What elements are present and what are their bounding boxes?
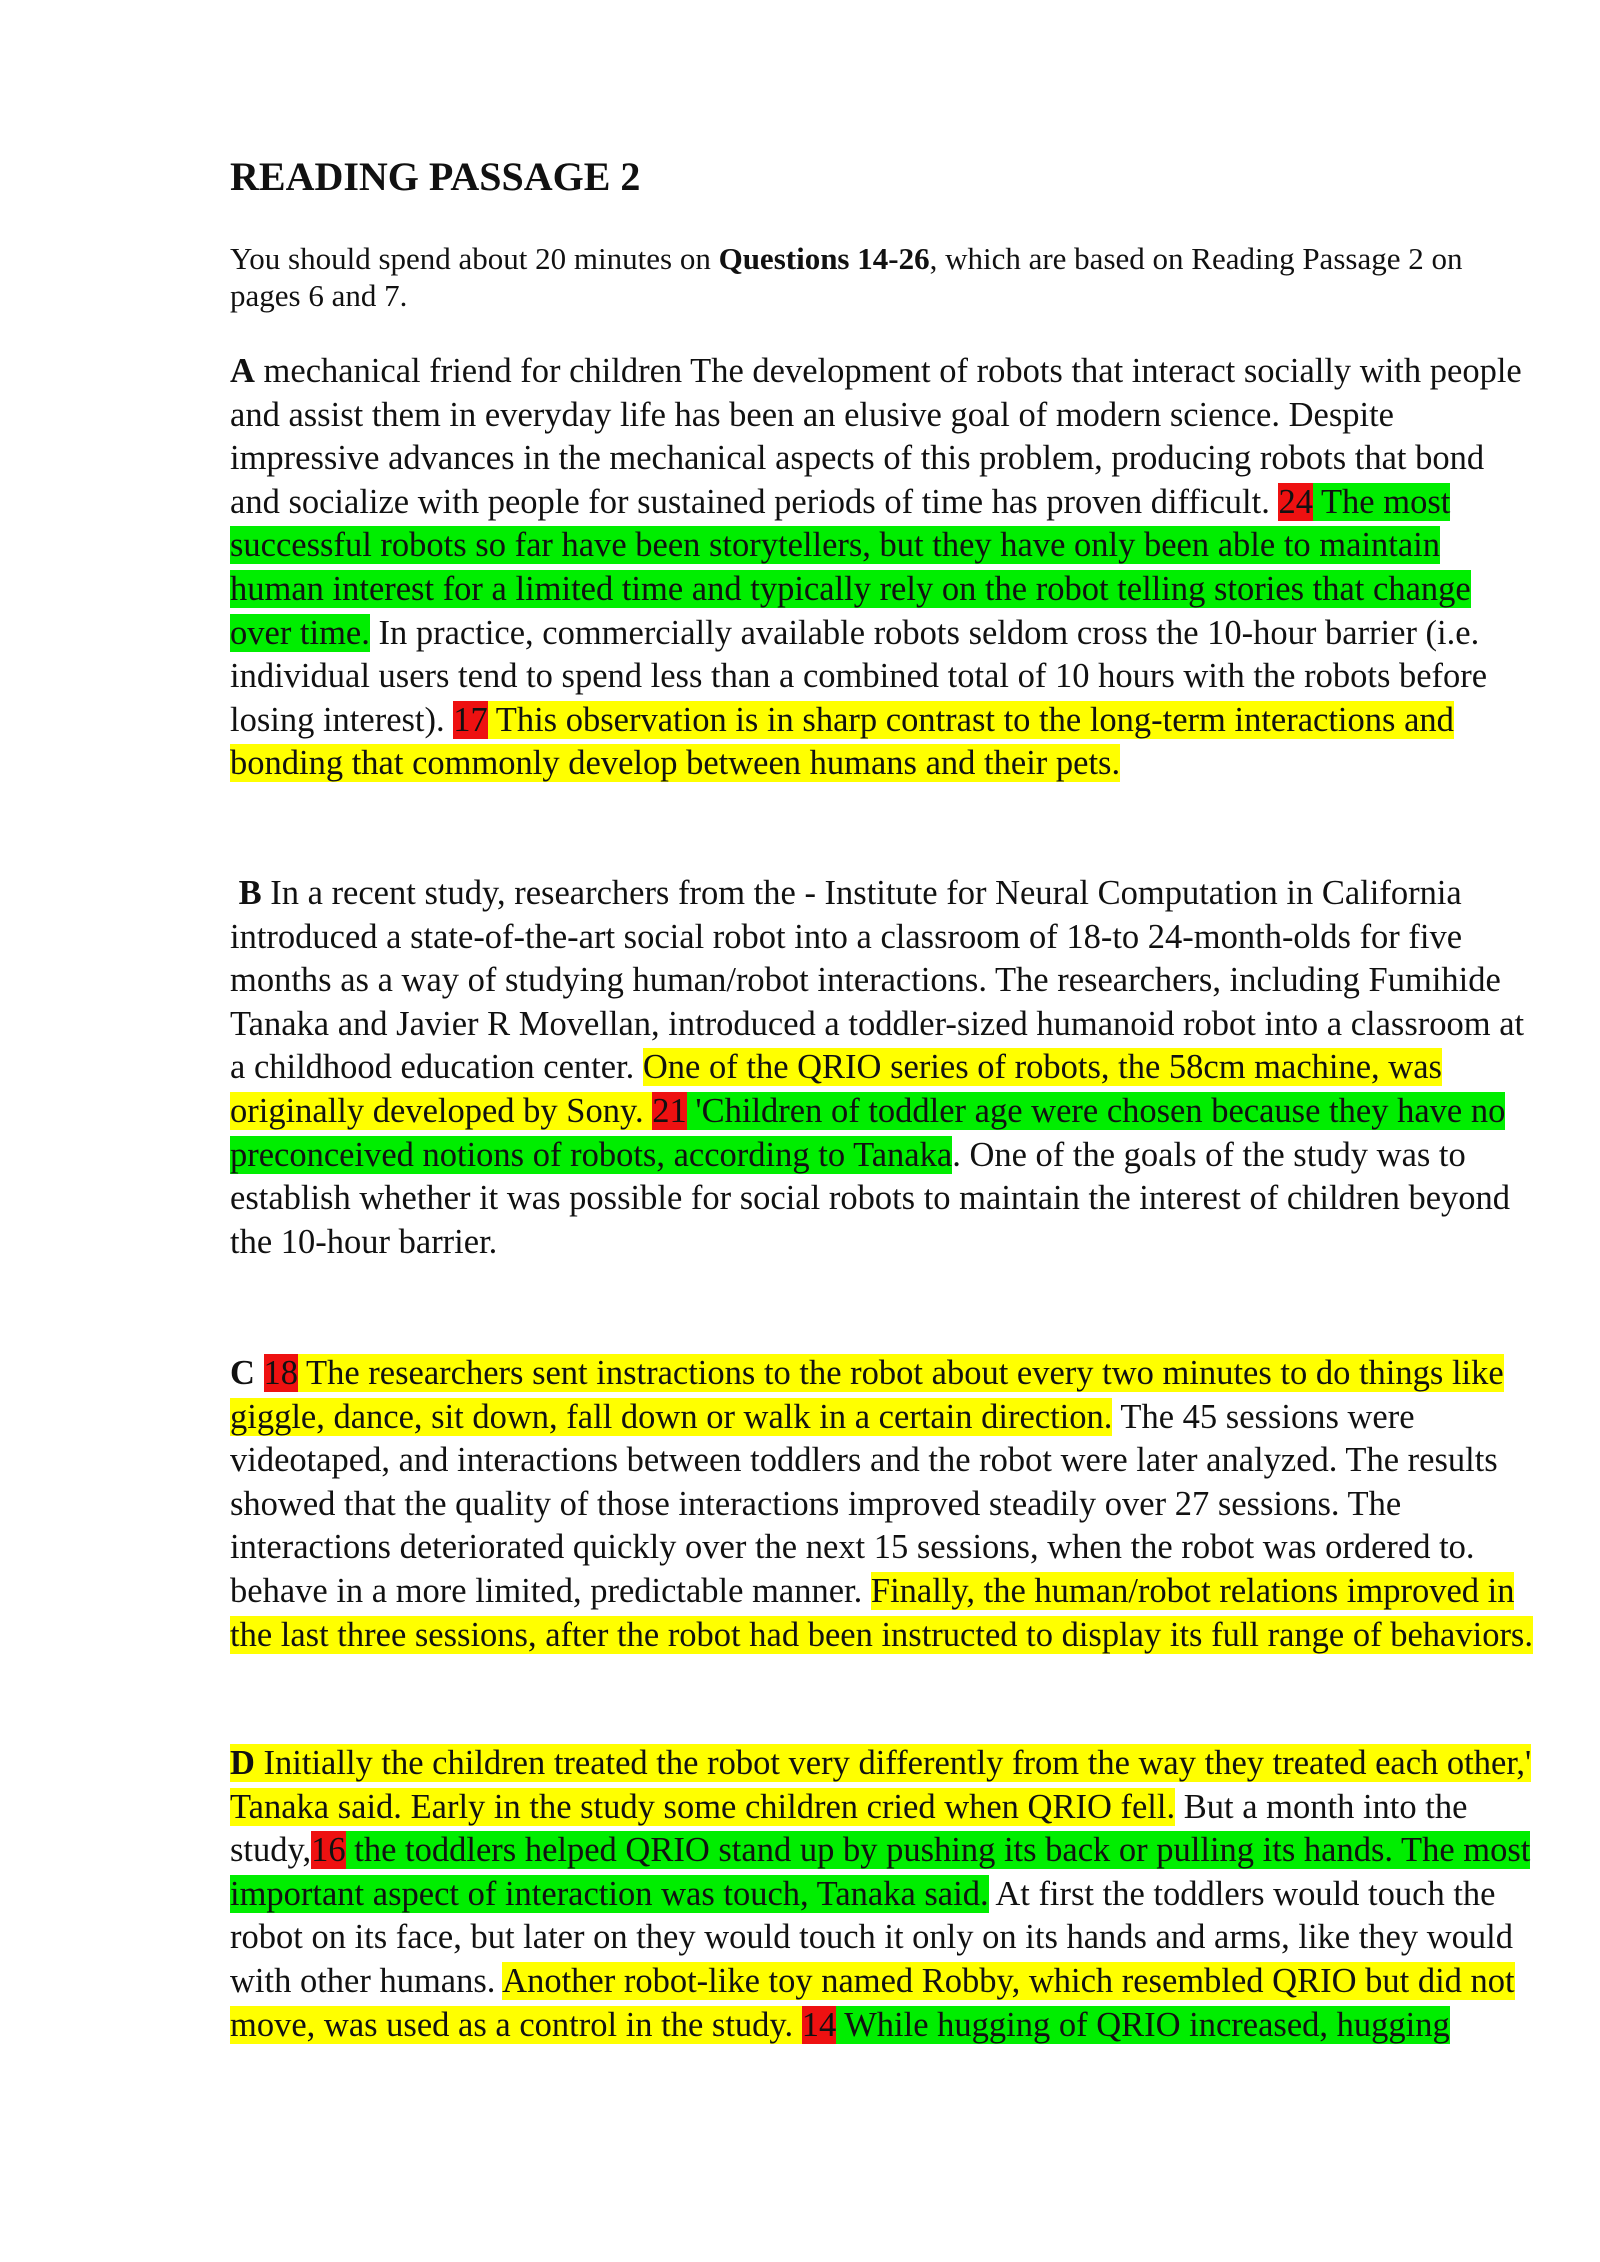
question-number-24: 24 — [1278, 482, 1313, 521]
question-number-21: 21 — [652, 1091, 687, 1130]
green-highlight: While hugging of QRIO increased, hugging — [836, 2005, 1450, 2044]
green-highlight: 'Children of toddler age were chosen because they have no preconceived notions of robots, according to Tanaka — [230, 1091, 1506, 1174]
paragraph-text: At first the toddlers would touch the robot on its face, but later on they would touch it only on its hands and arms, like they would with other humans. — [230, 1874, 1513, 2000]
instructions-text: You should spend about 20 minutes on — [230, 241, 719, 276]
paragraph-a — [230, 350, 1540, 786]
paragraph-b — [230, 872, 1540, 1264]
paragraph-letter: B — [238, 874, 262, 912]
question-number-14: 14 — [801, 2005, 837, 2044]
paragraph-c — [230, 1352, 1540, 1657]
question-number-16: 16 — [311, 1831, 346, 1870]
paragraph-text: The 45 sessions were videotaped, and interactions between toddlers and the robot were later analyzed. The results showed that the quality of those interactions improved steadily over 27 sessions. The interactions deteriorated quickly over the next 15 sessions, when the robot was ordered to. behave in a more limited, predictable manner. — [230, 1397, 1498, 1610]
question-number-17: 17 — [453, 700, 488, 739]
yellow-highlight: Another robot-like toy named Robby, which resembled QRIO but did not move, was used as a control in the study. — [230, 1961, 1515, 2044]
paragraph-letter: C — [230, 1354, 255, 1392]
instructions-text-end: , which are based on Reading Passage 2 on pages 6 and 7. — [230, 241, 1463, 313]
yellow-highlight: This observation is in sharp contrast to the long-term interactions and bonding that commonly develop between humans and their pets. — [230, 700, 1454, 783]
question-number-18: 18 — [263, 1354, 299, 1392]
highlight-text: Initially the children treated the robot very differently from the way they treated each other,' Tanaka said. — [230, 1744, 1532, 1826]
paragraph-text: mechanical friend for children The development of robots that interact socially with people and assist them in everyday life has been an elusive goal of modern science. Despite impressive advances in the mechanical aspects of this problem, producing robots that bond and socialize with people for sustained periods of time has proven difficult. — [230, 352, 1522, 521]
yellow-highlight: The researchers sent instractions to the robot about every two minutes to do things like giggle, dance, sit down, fall down or walk in a certain direction. — [230, 1354, 1504, 1436]
green-highlight: The most successful robots so far have been storytellers, but they have only been able to maintain human interest for a limited time and typically rely on the robot telling stories that change over time. — [230, 482, 1471, 652]
paragraph-text: In practice, commercially available robots seldom cross the 10-hour barrier (i.e. individual users tend to spend less than a combined total of 10 hours with the robots before losing interest). — [230, 613, 1488, 739]
instructions — [230, 240, 1530, 314]
paragraph-letter: A — [230, 352, 255, 390]
instructions-questions: Questions 14-26 — [718, 241, 930, 276]
paragraph-letter: D — [230, 1744, 255, 1782]
yellow-highlight: One of the QRIO series of robots, the 58cm machine, was originally developed by Sony. — [230, 1048, 1442, 1130]
paragraph-text: . One of the goals of the study was to establish whether it was possible for social robots to maintain the interest of children beyond the 10-hour barrier. — [230, 1135, 1511, 1261]
paragraph-text: But a month into the study, — [230, 1787, 1468, 1870]
paragraph-text: In a recent study, researchers from the - Institute for Neural Computation in California introduced a state-of-the-art social robot into a classroom of 18-to 24-month-olds for five months as a way of studying human/robot interactions. The researchers, including Fumihide Tanaka and Javier R Movellan, introduced a toddler-sized humanoid robot into a classroom at a childhood education center. — [230, 874, 1525, 1087]
page-title: READING PASSAGE 2 — [230, 154, 641, 199]
paragraph-d — [230, 1742, 1540, 2047]
yellow-highlight: Early in the study some children cried when QRIO fell. — [401, 1787, 1176, 1826]
yellow-highlight: Finally, the human/robot relations improved in the last three sessions, after the robot had been instructed to display its full range of behaviors. — [230, 1571, 1533, 1654]
green-highlight: the toddlers helped QRIO stand up by pushing its back or pulling its hands. The most important aspect of interaction was touch, Tanaka said. — [230, 1831, 1531, 1913]
